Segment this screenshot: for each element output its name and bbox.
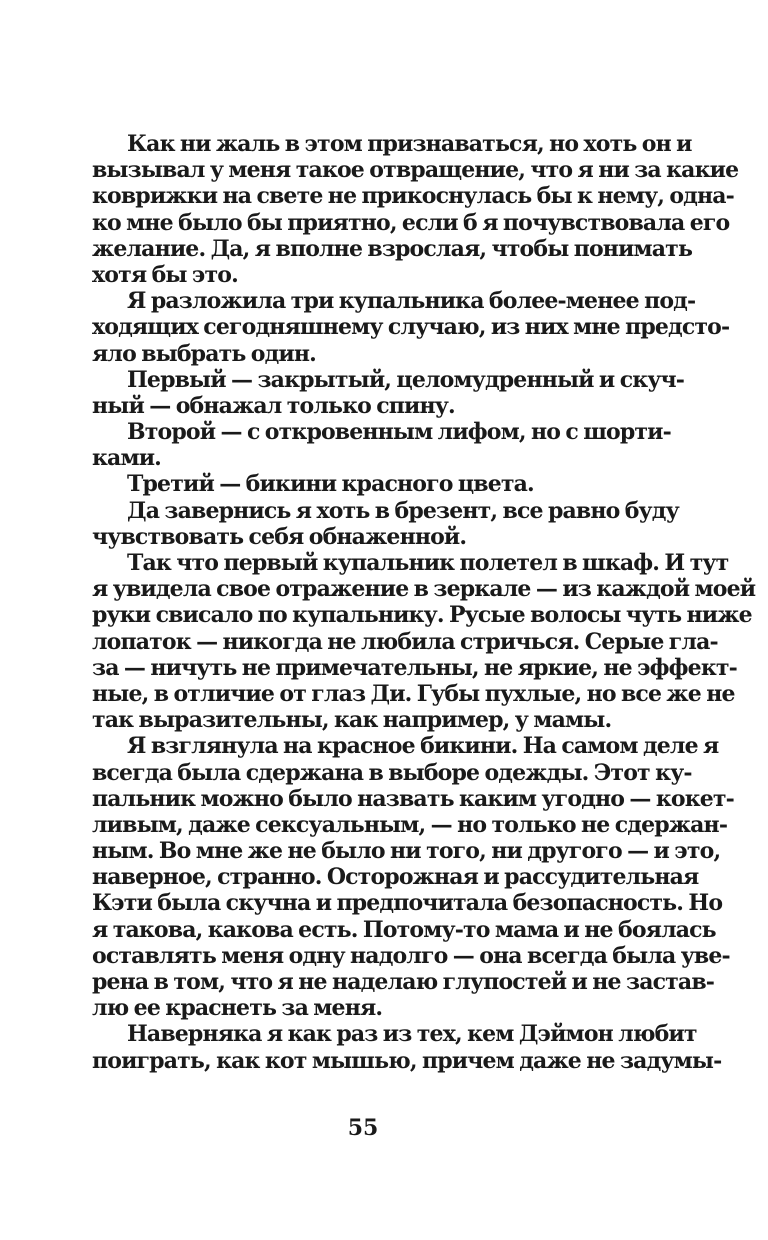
text-line: Третий — бикини красного цвета. [127, 471, 534, 498]
text-line: Как ни жаль в этом признаваться, но хоть он и [127, 131, 692, 157]
page-number: 55 [347, 1115, 379, 1141]
text-line: хотя бы это. [92, 261, 238, 288]
text-line: вызывал у меня такое отвращение, что я ни за какие [92, 157, 739, 184]
text-line: пальник можно было назвать каким угодно — кокет- [92, 785, 734, 812]
text-line: Так что первый купальник полетел в шкаф. И тут [127, 550, 729, 576]
text-line: так выразительны, как например, у мамы. [92, 707, 612, 734]
text-line: поиграть, как кот мышью, причем даже не задумы- [92, 1047, 722, 1074]
text-line: наверное, странно. Осторожная и рассудительная [92, 864, 699, 891]
text-line: руки свисало по купальнику. Русые волосы чуть ниже [92, 602, 752, 629]
text-line: ные, в отличие от глаз Ди. Губы пухлые, но все же не [92, 680, 735, 707]
text-line: Я взглянула на красное бикини. На самом деле я [127, 733, 719, 760]
text-line: яло выбрать один. [92, 340, 316, 367]
text-line: чувствовать себя обнаженной. [92, 523, 467, 550]
text-line: Первый — закрытый, целомудренный и скуч- [127, 366, 685, 393]
text-line: лю ее краснеть за меня. [92, 995, 383, 1022]
body-text [92, 131, 756, 1074]
text-line: я такова, какова есть. Потому-то мама и не боялась [92, 916, 716, 943]
text-line: ходящих сегодняшнему случаю, из них мне предсто- [92, 314, 730, 341]
text-line: ко мне было бы приятно, если б я почувствовала его [92, 209, 730, 236]
text-line: ливым, даже сексуальным, — но только не сдержан- [92, 811, 728, 838]
text-line: Я разложила три купальника более-менее под- [127, 288, 696, 315]
text-line: оставлять меня одну надолго — она всегда была уве- [92, 942, 730, 969]
text-line: всегда была сдержана в выборе одежды. Этот ку- [92, 759, 692, 786]
text-line: за — ничуть не примечательны, не яркие, не эффект- [92, 654, 737, 681]
text-line: ный — обнажал только спину. [92, 392, 455, 419]
text-line: Второй — с откровенным лифом, но с шорти- [127, 419, 671, 446]
text-line: Наверняка я как раз из тех, кем Дэймон любит [127, 1021, 697, 1048]
text-line: ным. Во мне же не было ни того, ни другого — и это, [92, 838, 721, 865]
text-line: ками. [92, 445, 161, 472]
text-line: Кэти была скучна и предпочитала безопасность. Но [92, 890, 723, 917]
text-line: рена в том, что я не наделаю глупостей и не застав- [92, 969, 715, 995]
text-line: коврижки на свете не прикоснулась бы к нему, одна- [92, 183, 734, 210]
text-line: желание. Да, я вполне взрослая, чтобы понимать [92, 235, 693, 262]
text-line: лопаток — никогда не любила стричься. Серые гла- [92, 628, 718, 655]
text-line: я увидела свое отражение в зеркале — из каждой моей [92, 576, 756, 603]
text-line: Да завернись я хоть в брезент, все равно буду [127, 497, 679, 524]
